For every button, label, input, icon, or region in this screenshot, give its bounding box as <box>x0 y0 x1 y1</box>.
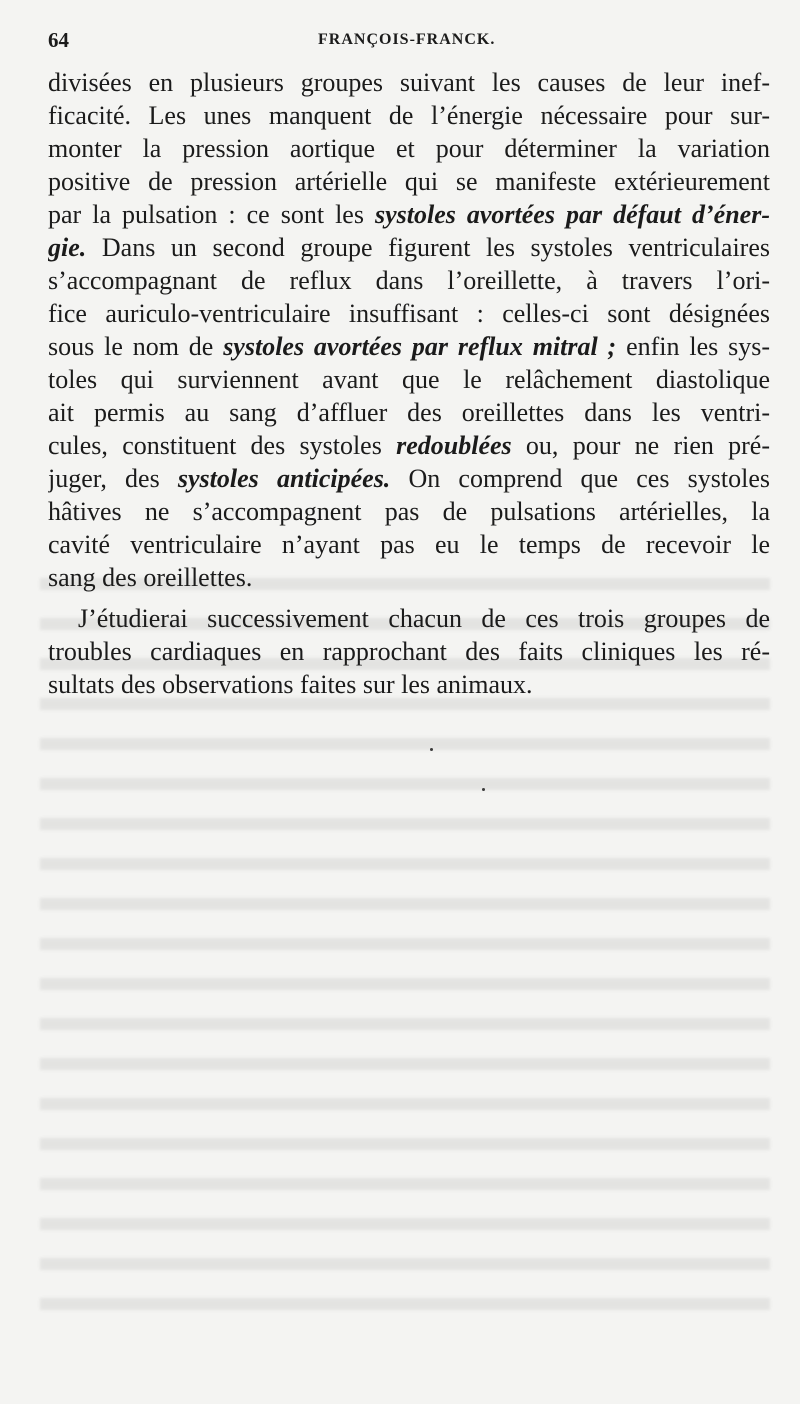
text-run: monter la pression aortique et pour déterminer la variation <box>48 134 770 163</box>
text-run: sang des oreillettes. <box>48 563 253 592</box>
running-head <box>48 28 752 58</box>
text-run: sultats des observations faites sur les animaux. <box>48 670 533 699</box>
text-line <box>48 132 770 165</box>
page-speck <box>430 748 433 751</box>
italic-term: gie. <box>48 233 87 262</box>
italic-term: systoles anticipées. <box>177 464 391 493</box>
text-run: sous le nom de <box>48 332 224 361</box>
italic-term: redoublées <box>396 431 512 460</box>
text-line <box>48 429 770 462</box>
italic-term: systoles avortées par défaut d’éner- <box>374 200 770 229</box>
text-run: ait permis au sang d’affluer des oreillettes dans les ventri- <box>48 398 770 427</box>
text-line <box>48 231 770 264</box>
italic-term: systoles avortées par reflux mitral ; <box>223 332 617 361</box>
text-run: divisées en plusieurs groupes suivant les causes de leur inef- <box>48 68 770 97</box>
text-line <box>48 528 770 561</box>
text-run: cavité ventriculaire n’ayant pas eu le temps de recevoir le <box>48 530 770 559</box>
text-line <box>48 165 770 198</box>
text-line <box>48 198 770 231</box>
text-line <box>48 602 770 635</box>
text-run: par la pulsation : ce sont les <box>48 200 375 229</box>
text-run: toles qui surviennent avant que le relâchement diastolique <box>48 365 770 394</box>
page-speck <box>482 788 485 791</box>
text-run: positive de pression artérielle qui se manifeste extérieurement <box>48 167 770 196</box>
text-run: s’accompagnant de reflux dans l’oreillette, à travers l’ori- <box>48 266 770 295</box>
text-run: ficacité. Les unes manquent de l’énergie nécessaire pour sur- <box>48 101 770 130</box>
body-text <box>48 66 770 701</box>
text-run: ou, pour ne rien pré- <box>511 431 770 460</box>
text-run: troubles cardiaques en rapprochant des faits cliniques les ré- <box>48 637 770 666</box>
text-line <box>48 297 770 330</box>
running-title: FRANÇOIS-FRANCK. <box>318 31 496 48</box>
text-line <box>48 363 770 396</box>
text-line <box>48 495 770 528</box>
text-run: juger, des <box>48 464 178 493</box>
page-number: 64 <box>48 28 69 52</box>
text-line <box>48 330 770 363</box>
text-line <box>48 561 770 594</box>
text-run: cules, constituent des systoles <box>48 431 397 460</box>
text-line <box>48 264 770 297</box>
text-run: hâtives ne s’accompagnent pas de pulsations artérielles, la <box>48 497 770 526</box>
text-line <box>48 462 770 495</box>
text-line <box>48 99 770 132</box>
text-run: Dans un second groupe figurent les systoles ventriculaires <box>86 233 770 262</box>
text-line <box>48 635 770 668</box>
text-run: enfin les sys- <box>616 332 770 361</box>
text-run: J’étudierai successivement chacun de ces trois groupes de <box>78 604 770 633</box>
text-line <box>48 396 770 429</box>
text-line <box>48 668 770 701</box>
text-run: On comprend que ces systoles <box>390 464 770 493</box>
paragraph-gap <box>48 594 770 602</box>
text-line <box>48 66 770 99</box>
text-run: fice auriculo-ventriculaire insuffisant : celles-ci sont désignées <box>48 299 770 328</box>
